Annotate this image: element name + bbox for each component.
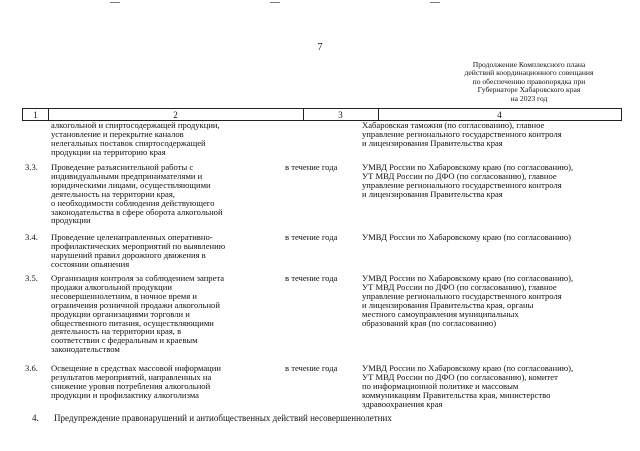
responsible-text: Хабаровская таможня (по согласованию), главное управление регионального государственного контроля и лицензирования Правительства края <box>362 120 562 148</box>
responsible-text: УМВД России по Хабаровскому краю (по согласованию), УТ МВД России по ДФО (по согласованию), комитет по информационной политике и массовым коммуникациям Правительства края, министерство здравоохранения края <box>362 363 574 409</box>
term-text: в течение года <box>285 363 338 373</box>
responsible-text: УМВД России по Хабаровскому краю (по согласованию) <box>362 232 572 242</box>
measure-text: Проведение целенаправленных оперативно- профилактических мероприятий по выявлению нарушений правил дорожного движения в состоянии опьянения <box>51 232 226 269</box>
column-header-1: 1 <box>33 110 38 120</box>
measure-text: алкогольной и спиртосодержащей продукции, установление и перекрытие каналов нелегальных поставок спиртосодержащей продукции на территорию края <box>51 120 220 157</box>
scan-edge-marks <box>0 0 640 10</box>
term-text: в течение года <box>285 273 338 283</box>
row-number: 3.5. <box>25 273 38 283</box>
scan-mark <box>110 2 120 3</box>
responsible-text: УМВД России по Хабаровскому краю (по согласованию), УТ МВД России по ДФО (по согласованию), главное управление регионального государственного контроля и лицензирования Правительства края <box>362 162 574 199</box>
section-number: 4. <box>32 413 39 423</box>
row-number: 3.6. <box>25 363 38 373</box>
header-line: по обеспечению правопорядка при <box>472 76 586 86</box>
header-line: Губернаторе Хабаровского края <box>477 85 581 95</box>
responsible-text: УМВД России по Хабаровскому краю (по согласованию), УТ МВД России по ДФО (по согласованию), главное управление регионального государственного контроля и лицензирования Правительства края, органы местного самоуправления муниципальных образований края (по согласованию) <box>362 273 574 328</box>
term-text: в течение года <box>285 162 338 172</box>
section-title: Предупреждение правонарушений и антиобщественных действий несовершеннолетних <box>54 413 392 423</box>
page-number: 7 <box>317 42 323 53</box>
scan-mark <box>270 2 280 3</box>
term-text: в течение года <box>285 232 338 242</box>
column-header-3: 3 <box>338 110 343 120</box>
measure-text: Проведение разъяснительной работы с индивидуальными предпринимателями и юридическими лицами, осуществляющими деятельность на территории края, о необходимости соблюдения действующего законодательства в сфере оборота алкогольной продукции <box>51 162 223 226</box>
measure-text: Организация контроля за соблюдением запрета продажи алкогольной продукции несовершеннолетним, в ночное время и ограничения розничной продажи алкогольной продукции организациями торговли и общественного питания, осуществляющими деятельность на территории края, в соответствии с федеральным и краевым законодательством <box>51 273 225 355</box>
measure-text: Освещение в средствах массовой информации результатов мероприятий, направленных на снижение уровня потребления алкогольной продукции и профилактику алкоголизма <box>51 363 221 400</box>
column-header-2: 2 <box>173 110 178 120</box>
header-line: Продолжение Комплексного плана <box>472 60 586 69</box>
header-line: действий координационного совещания <box>464 68 594 78</box>
scan-mark <box>430 2 440 3</box>
row-number: 3.3. <box>25 162 38 172</box>
row-number: 3.4. <box>25 232 38 242</box>
header-line: на 2023 год <box>510 93 548 103</box>
document-header <box>436 61 622 103</box>
column-header-4: 4 <box>497 110 502 120</box>
